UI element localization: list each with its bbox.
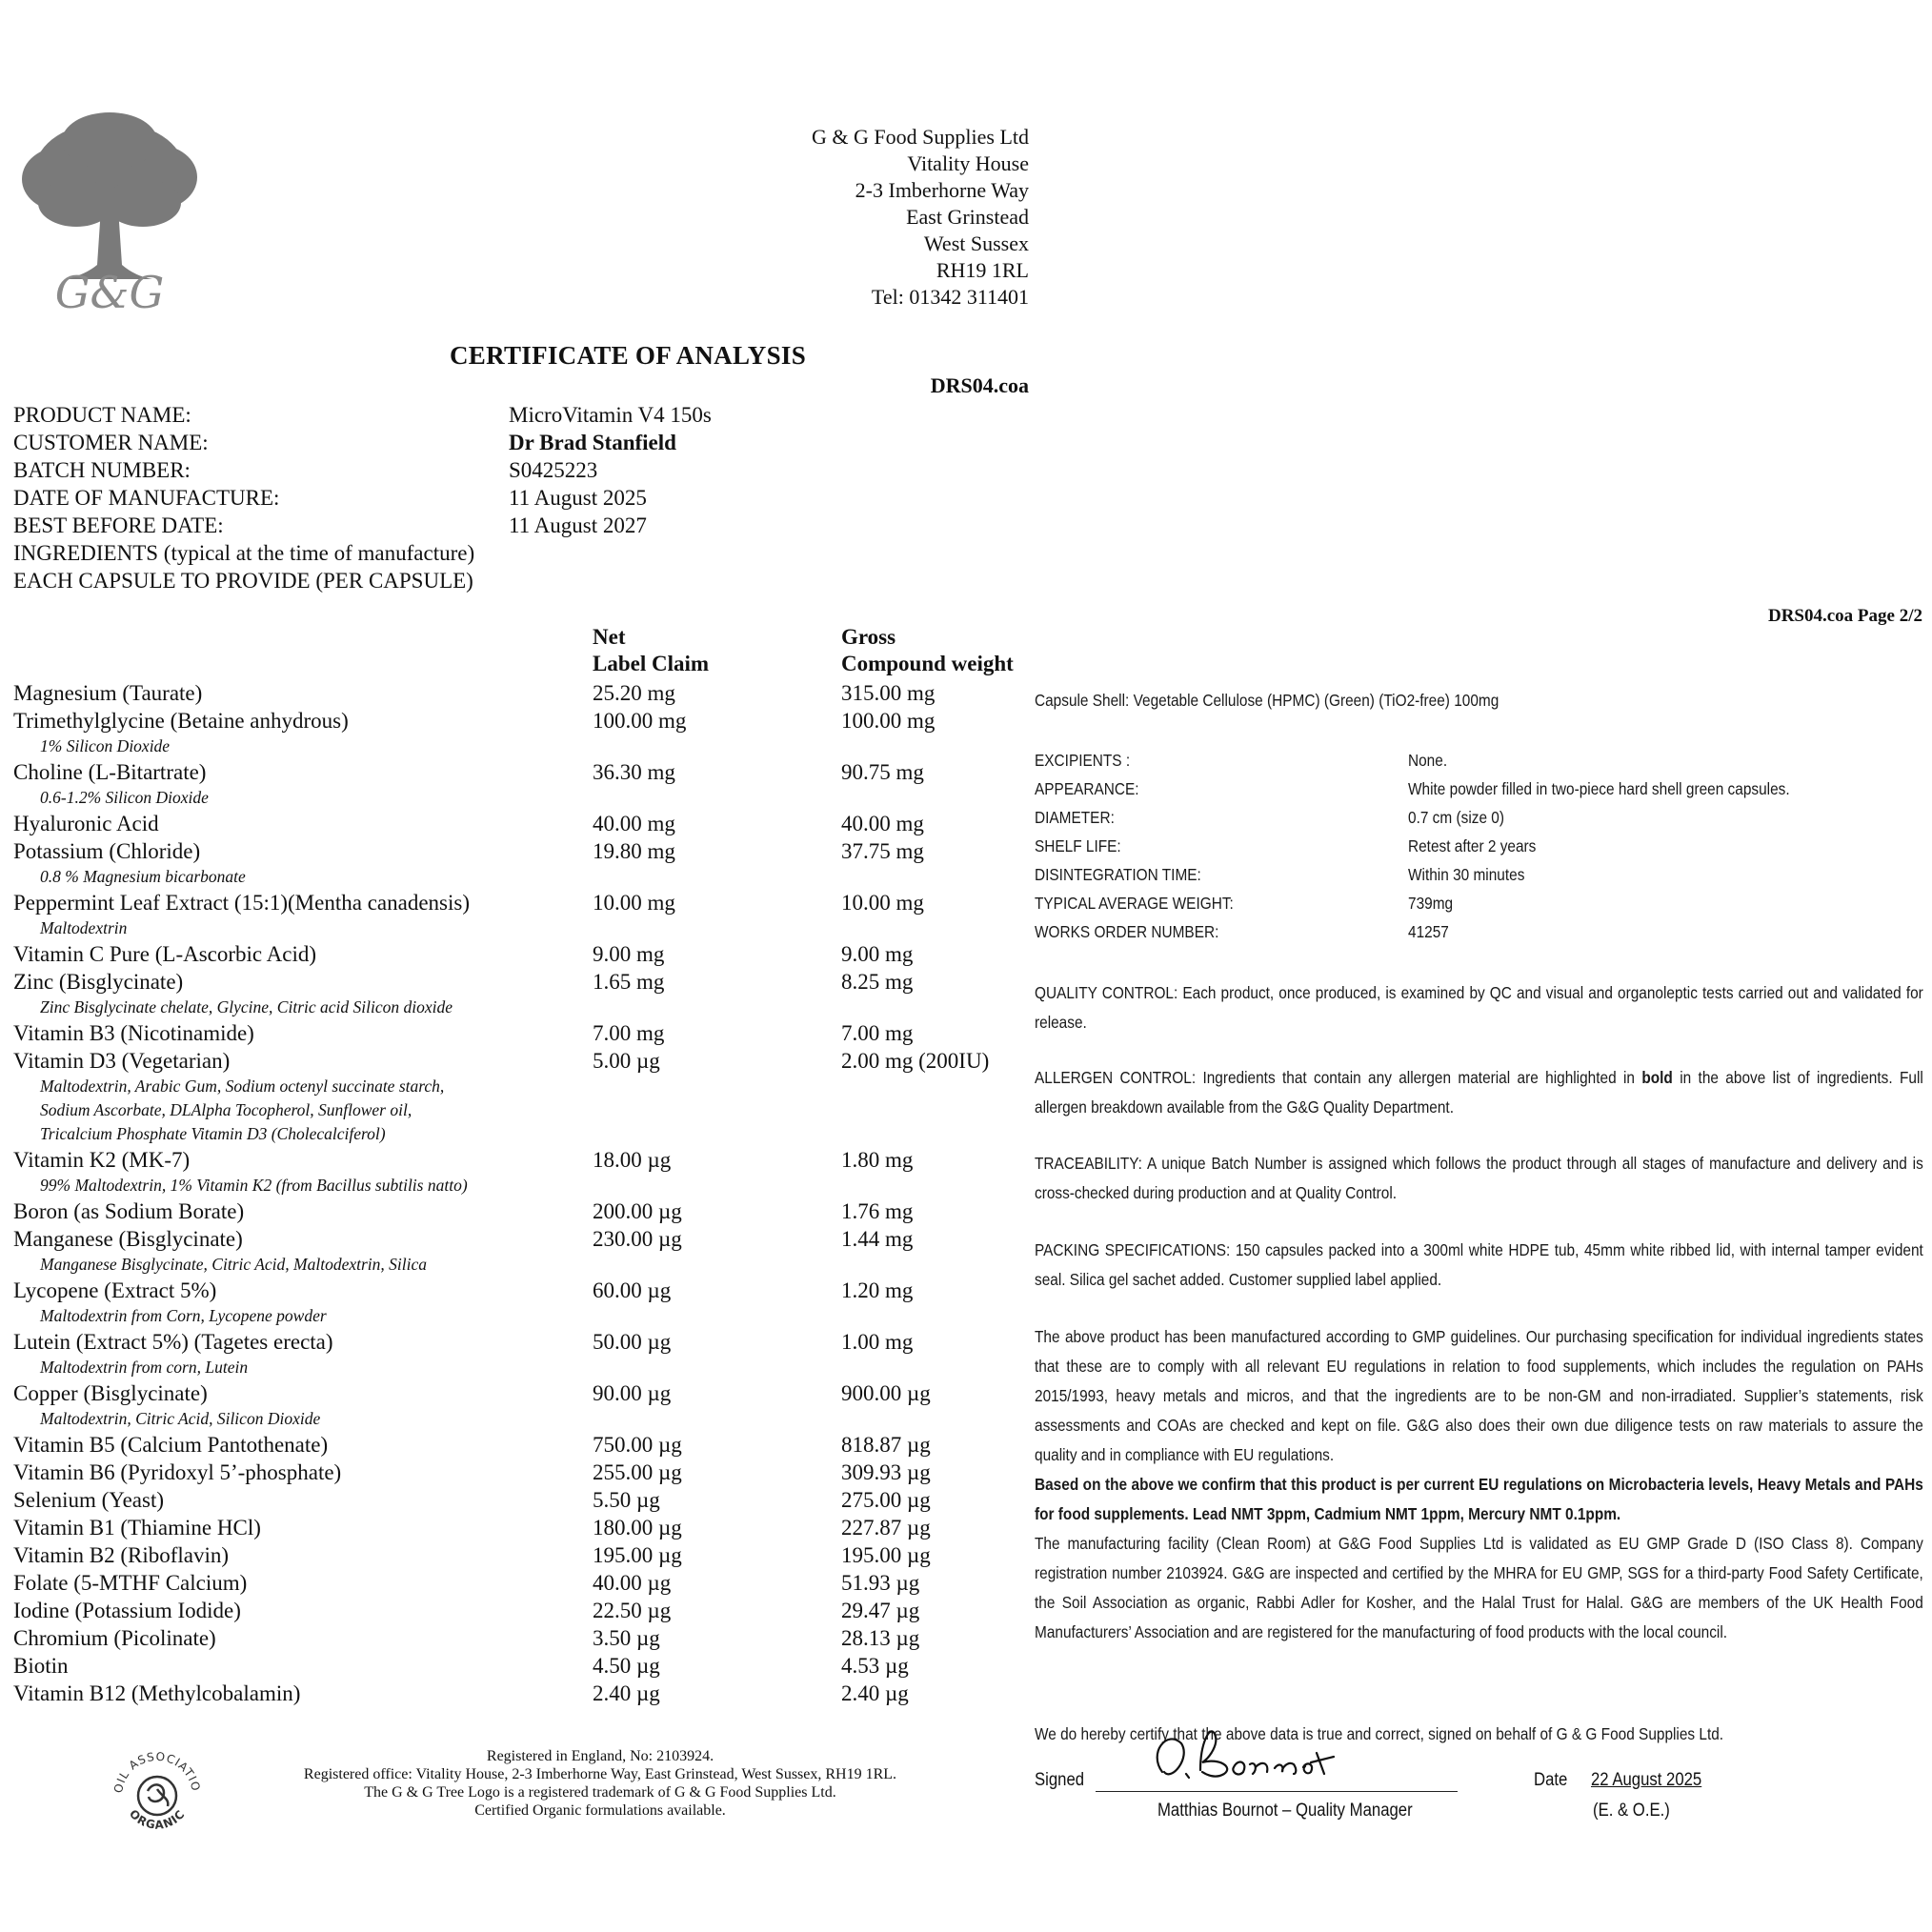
signer-name: Matthias Bournot – Quality Manager	[1157, 1801, 1413, 1821]
ingredient-row	[13, 1597, 1033, 1624]
spec-label: TYPICAL AVERAGE WEIGHT:	[1035, 894, 1234, 913]
ingredient-main	[13, 940, 1033, 968]
ingredient-name: Choline (L-Bitartrate)	[13, 760, 207, 784]
address-line: G & G Food Supplies Ltd	[812, 125, 1029, 149]
gross-column-header	[841, 624, 1014, 677]
spec-row	[1035, 803, 1924, 832]
ingredient-note: Maltodextrin from Corn, Lycopene powder	[40, 1306, 327, 1325]
ingredient-net: 750.00 µg	[593, 1433, 682, 1457]
batch-number-value: S0425223	[509, 458, 598, 482]
spec-label: DISINTEGRATION TIME:	[1035, 865, 1201, 884]
spec-label: DIAMETER:	[1035, 808, 1115, 827]
ingredient-note: 0.8 % Magnesium bicarbonate	[40, 867, 246, 886]
ingredient-net: 36.30 mg	[593, 760, 675, 784]
gmp-text: The above product has been manufactured according to GMP guidelines. Our purchasing specification for individual ingredients states that these are to comply with all relevant EU regulations in relation to food supplements, which includes the regulation on PAHs 2015/1993, heavy metals and micros, and that the ingredients are to be non-GM and non-irradiated. Supplier’s statements, risk assessments and COAs are checked and kept on file. G&G also does their own due diligence tests on raw materials to assure the quality and in compliance with EU regulations.	[1035, 1327, 1923, 1464]
ingredient-name: Copper (Bisglycinate)	[13, 1381, 208, 1405]
ingredient-main	[13, 707, 1033, 735]
ingredient-net: 180.00 µg	[593, 1516, 682, 1540]
ingredient-net: 4.50 µg	[593, 1654, 660, 1678]
ingredient-net: 1.65 mg	[593, 970, 665, 994]
spec-row	[1035, 917, 1924, 946]
footer-line: Registered in England, No: 2103924.	[486, 1748, 714, 1764]
ingredient-main	[13, 1431, 1033, 1459]
ingredient-name: Lycopene (Extract 5%)	[13, 1278, 217, 1302]
capsule-shell-line: Capsule Shell: Vegetable Cellulose (HPMC) (Green) (TiO2-free) 100mg	[1035, 691, 1499, 710]
ingredient-row	[13, 1652, 1033, 1680]
spec-value: None.	[1408, 751, 1448, 770]
svg-text:SOIL ASSOCIATION: OIL ASSOCIATIO	[111, 1749, 203, 1795]
ingredient-row	[13, 940, 1033, 968]
ingredient-row	[13, 758, 1033, 810]
allergen-bold-word: bold	[1641, 1068, 1673, 1087]
ingredient-row	[13, 1047, 1033, 1146]
ingredient-main	[13, 968, 1033, 996]
spec-value: Within 30 minutes	[1408, 865, 1525, 884]
spec-label: WORKS ORDER NUMBER:	[1035, 922, 1219, 941]
ingredients-heading: INGREDIENTS (typical at the time of manufacture)	[13, 541, 475, 565]
ingredient-note: Maltodextrin from corn, Lutein	[40, 1358, 249, 1377]
company-address	[667, 124, 1029, 311]
ingredient-gross: 28.13 µg	[841, 1626, 920, 1650]
address-line: RH19 1RL	[936, 258, 1029, 282]
ingredient-gross: 1.20 mg	[841, 1278, 914, 1302]
ingredient-gross: 29.47 µg	[841, 1599, 920, 1622]
ingredient-gross: 7.00 mg	[841, 1021, 914, 1045]
address-line: Tel: 01342 311401	[871, 285, 1029, 309]
ingredient-row	[13, 1379, 1033, 1431]
ingredient-row	[13, 1146, 1033, 1197]
info-row-manufacture	[13, 484, 647, 512]
page-title: CERTIFICATE OF ANALYSIS	[450, 341, 807, 370]
info-label: PRODUCT NAME:	[13, 403, 191, 427]
ingredient-net: 22.50 µg	[593, 1599, 672, 1622]
ingredient-net: 90.00 µg	[593, 1381, 672, 1405]
ingredient-note: Maltodextrin, Citric Acid, Silicon Dioxide	[40, 1409, 321, 1428]
footer-line: The G & G Tree Logo is a registered trademark of G & G Food Supplies Ltd.	[364, 1784, 836, 1801]
ingredient-main	[13, 1541, 1033, 1569]
spec-label: APPEARANCE:	[1035, 779, 1139, 798]
ingredient-gross: 2.00 mg (200IU)	[841, 1049, 990, 1073]
ingredient-row	[13, 837, 1033, 889]
ingredient-gross: 1.44 mg	[841, 1227, 914, 1251]
ingredient-row	[13, 889, 1033, 940]
ingredient-net: 255.00 µg	[593, 1460, 682, 1484]
info-row-customer	[13, 429, 676, 456]
signature-date: 22 August 2025	[1591, 1770, 1702, 1790]
ingredient-net: 7.00 mg	[593, 1021, 665, 1045]
ingredient-name: Vitamin K2 (MK-7)	[13, 1148, 191, 1172]
ingredient-main	[13, 1486, 1033, 1514]
ingredient-net: 50.00 µg	[593, 1330, 672, 1354]
ingredient-main	[13, 889, 1033, 916]
ingredient-row	[13, 1486, 1033, 1514]
ingredient-net: 5.50 µg	[593, 1488, 660, 1512]
ingredient-main	[13, 1680, 1033, 1707]
ingredient-row	[13, 968, 1033, 1019]
product-name-value: MicroVitamin V4 150s	[509, 403, 712, 427]
ingredient-main	[13, 1019, 1033, 1047]
product-info	[13, 401, 712, 594]
ingredient-gross: 227.87 µg	[841, 1516, 931, 1540]
svg-text:G&G: G&G	[54, 267, 165, 312]
ingredient-row	[13, 1680, 1033, 1707]
ingredient-name: Zinc (Bisglycinate)	[13, 970, 184, 994]
ingredient-gross: 315.00 mg	[841, 681, 936, 705]
ingredient-net: 3.50 µg	[593, 1626, 660, 1650]
ingredient-row	[13, 1277, 1033, 1328]
ingredient-gross: 4.53 µg	[841, 1654, 909, 1678]
net-column-header	[593, 624, 709, 677]
manufacture-date-value: 11 August 2025	[509, 486, 647, 510]
ingredient-name: Vitamin B6 (Pyridoxyl 5’-phosphate)	[13, 1460, 342, 1484]
ingredient-note: Zinc Bisglycinate chelate, Glycine, Citric acid Silicon dioxide	[40, 997, 453, 1016]
best-before-value: 11 August 2027	[509, 513, 647, 537]
ingredient-row	[13, 1569, 1033, 1597]
spec-value: 0.7 cm (size 0)	[1408, 808, 1504, 827]
address-line: 2-3 Imberhorne Way	[855, 178, 1029, 202]
ingredient-gross: 309.93 µg	[841, 1460, 931, 1484]
ingredient-note: 1% Silicon Dioxide	[40, 736, 171, 755]
ingredient-row	[13, 1624, 1033, 1652]
ingredient-gross: 1.80 mg	[841, 1148, 914, 1172]
ingredient-main	[13, 1569, 1033, 1597]
ingredient-row	[13, 679, 1033, 707]
ingredient-name: Vitamin B12 (Methylcobalamin)	[13, 1681, 301, 1705]
ingredient-name: Chromium (Picolinate)	[13, 1626, 216, 1650]
header-line: Compound weight	[841, 652, 1014, 675]
ingredient-row	[13, 1225, 1033, 1277]
signature-image	[1143, 1715, 1410, 1801]
spec-row	[1035, 889, 1924, 917]
ingredient-main	[13, 1514, 1033, 1541]
ingredient-note: Sodium Ascorbate, DLAlpha Tocopherol, Sunflower oil,	[40, 1100, 413, 1119]
ingredient-main	[13, 1459, 1033, 1486]
ingredient-main	[13, 1197, 1033, 1225]
certification-statement: We do hereby certify that the above data is true and correct, signed on behalf of G & G Food Supplies Ltd.	[1035, 1724, 1724, 1743]
ingredient-row	[13, 707, 1033, 758]
ingredient-name: Vitamin B3 (Nicotinamide)	[13, 1021, 254, 1045]
ingredient-row	[13, 1541, 1033, 1569]
ingredient-main	[13, 810, 1033, 837]
ingredient-gross: 1.76 mg	[841, 1199, 914, 1223]
quality-control-paragraph: QUALITY CONTROL: Each product, once produced, is examined by QC and visual and organoleptic tests carried out and validated for release.	[1035, 983, 1923, 1032]
info-label: DATE OF MANUFACTURE:	[13, 486, 280, 510]
ingredient-note: Maltodextrin, Arabic Gum, Sodium octenyl succinate starch,	[40, 1077, 445, 1096]
ingredient-gross: 10.00 mg	[841, 891, 924, 915]
ingredient-net: 10.00 mg	[593, 891, 675, 915]
ingredient-net: 18.00 µg	[593, 1148, 672, 1172]
header-line: Label Claim	[593, 652, 710, 675]
ingredient-main	[13, 1277, 1033, 1304]
date-label: Date	[1534, 1770, 1568, 1790]
soil-association-logo	[105, 1743, 210, 1848]
capsule-heading: EACH CAPSULE TO PROVIDE (PER CAPSULE)	[13, 569, 473, 593]
customer-name-value: Dr Brad Stanfield	[509, 431, 676, 454]
ingredient-net: 2.40 µg	[593, 1681, 660, 1705]
ingredient-net: 19.80 mg	[593, 839, 675, 863]
ingredient-name: Folate (5-MTHF Calcium)	[13, 1571, 248, 1595]
footer-line: Certified Organic formulations available.	[474, 1802, 726, 1819]
ingredient-net: 5.00 µg	[593, 1049, 660, 1073]
ingredient-gross: 37.75 mg	[841, 839, 924, 863]
ingredient-row	[13, 1019, 1033, 1047]
ingredient-gross: 2.40 µg	[841, 1681, 909, 1705]
ingredient-name: Vitamin C Pure (L-Ascorbic Acid)	[13, 942, 316, 966]
ingredient-main	[13, 1146, 1033, 1174]
ingredient-note: 0.6-1.2% Silicon Dioxide	[40, 788, 209, 807]
ingredient-name: Hyaluronic Acid	[13, 812, 159, 835]
ingredient-net: 40.00 mg	[593, 812, 675, 835]
spec-value: 41257	[1408, 922, 1449, 941]
ingredient-name: Boron (as Sodium Borate)	[13, 1199, 245, 1223]
ingredient-name: Trimethylglycine (Betaine anhydrous)	[13, 709, 349, 733]
ingredient-name: Lutein (Extract 5%) (Tagetes erecta)	[13, 1330, 333, 1354]
ingredient-net: 200.00 µg	[593, 1199, 682, 1223]
ingredient-gross: 195.00 µg	[841, 1543, 931, 1567]
allergen-paragraph	[1035, 1063, 1923, 1122]
ingredient-main	[13, 1047, 1033, 1075]
spec-row	[1035, 832, 1924, 860]
ingredient-name: Potassium (Chloride)	[13, 839, 201, 863]
ingredient-row	[13, 1328, 1033, 1379]
info-label: CUSTOMER NAME:	[13, 431, 209, 454]
ingredient-gross: 1.00 mg	[841, 1330, 914, 1354]
allergen-text: ALLERGEN CONTROL: Ingredients that contain any allergen material are highlighted in	[1035, 1068, 1642, 1087]
ingredient-gross: 275.00 µg	[841, 1488, 931, 1512]
ingredient-gross: 8.25 mg	[841, 970, 914, 994]
packing-paragraph: PACKING SPECIFICATIONS: 150 capsules packed into a 300ml white HDPE tub, 45mm white ribbed lid, with internal tamper evident seal. Silica gel sachet added. Customer supplied label applied.	[1035, 1240, 1923, 1289]
ingredient-net: 195.00 µg	[593, 1543, 682, 1567]
ingredient-gross: 90.75 mg	[841, 760, 924, 784]
ingredient-main	[13, 1328, 1033, 1356]
spec-value: 739mg	[1408, 894, 1454, 913]
ingredient-main	[13, 1597, 1033, 1624]
gmp-paragraph	[1035, 1322, 1923, 1647]
traceability-paragraph: TRACEABILITY: A unique Batch Number is assigned which follows the product through all stages of manufacture and delivery and is cross-checked during production and at Quality Control.	[1035, 1154, 1923, 1202]
info-row-product	[13, 401, 712, 429]
ingredient-gross: 900.00 µg	[841, 1381, 931, 1405]
ingredient-gross: 818.87 µg	[841, 1433, 931, 1457]
ingredient-net: 9.00 mg	[593, 942, 665, 966]
document-code: DRS04.coa	[930, 373, 1029, 397]
specs-list	[1035, 746, 1924, 946]
tree-icon	[19, 112, 200, 312]
ingredient-name: Selenium (Yeast)	[13, 1488, 165, 1512]
spec-row	[1035, 746, 1924, 775]
svg-text:ORGANIC: ORGANIC	[126, 1806, 189, 1832]
spec-value: Retest after 2 years	[1408, 836, 1537, 855]
footer	[229, 1747, 972, 1820]
spec-value: White powder filled in two-piece hard shell green capsules.	[1408, 779, 1790, 798]
info-label: BATCH NUMBER:	[13, 458, 191, 482]
ingredient-row	[13, 1514, 1033, 1541]
ingredient-main	[13, 1225, 1033, 1253]
ingredient-row	[13, 810, 1033, 837]
ingredient-net: 230.00 µg	[593, 1227, 682, 1251]
ingredient-name: Manganese (Bisglycinate)	[13, 1227, 243, 1251]
page-code: DRS04.coa Page 2/2	[1767, 606, 1922, 626]
header-line: Net	[593, 625, 626, 649]
ingredient-net: 60.00 µg	[593, 1278, 672, 1302]
ingredient-main	[13, 1379, 1033, 1407]
ingredient-row	[13, 1197, 1033, 1225]
ingredient-name: Biotin	[13, 1654, 69, 1678]
ingredient-main	[13, 679, 1033, 707]
ingredient-note: 99% Maltodextrin, 1% Vitamin K2 (from Bacillus subtilis natto)	[40, 1176, 468, 1195]
company-logo	[19, 112, 200, 312]
ingredient-note: Manganese Bisglycinate, Citric Acid, Maltodextrin, Silica	[40, 1255, 427, 1274]
ingredient-name: Magnesium (Taurate)	[13, 681, 203, 705]
info-label: BEST BEFORE DATE:	[13, 513, 224, 537]
ingredient-main	[13, 758, 1033, 786]
ingredient-name: Vitamin D3 (Vegetarian)	[13, 1049, 231, 1073]
ingredient-name: Peppermint Leaf Extract (15:1)(Mentha canadensis)	[13, 891, 470, 915]
ingredient-net: 40.00 µg	[593, 1571, 672, 1595]
ingredient-name: Iodine (Potassium Iodide)	[13, 1599, 241, 1622]
spec-row	[1035, 775, 1924, 803]
footer-line: Registered office: Vitality House, 2-3 Imberhorne Way, East Grinstead, West Sussex, RH19 1RL.	[303, 1766, 897, 1782]
header-line: Gross	[841, 625, 896, 649]
ingredient-net: 25.20 mg	[593, 681, 675, 705]
ingredient-name: Vitamin B1 (Thiamine HCl)	[13, 1516, 261, 1540]
ingredient-gross: 51.93 µg	[841, 1571, 920, 1595]
spec-label: EXCIPIENTS :	[1035, 751, 1131, 770]
address-line: Vitality House	[907, 151, 1029, 175]
ingredient-gross: 40.00 mg	[841, 812, 924, 835]
gmp-bold-statement: Based on the above we confirm that this product is per current EU regulations on Microbacteria levels, Heavy Metals and PAHs for food supplements. Lead NMT 3ppm, Cadmium NMT 1ppm, Mercury NMT 0.1ppm.	[1035, 1475, 1923, 1523]
spec-label: SHELF LIFE:	[1035, 836, 1121, 855]
eoe-note: (E. & O.E.)	[1593, 1801, 1670, 1821]
ingredient-name: Vitamin B5 (Calcium Pantothenate)	[13, 1433, 329, 1457]
ingredient-row	[13, 1459, 1033, 1486]
ingredient-gross: 100.00 mg	[841, 709, 936, 733]
address-line: East Grinstead	[906, 205, 1029, 229]
ingredients-table	[13, 679, 1033, 1707]
address-line: West Sussex	[923, 231, 1029, 255]
ingredient-net: 100.00 mg	[593, 709, 687, 733]
ingredient-note: Maltodextrin	[40, 918, 128, 937]
info-row-best-before	[13, 512, 647, 539]
info-row-batch	[13, 456, 598, 484]
ingredient-name: Vitamin B2 (Riboflavin)	[13, 1543, 230, 1567]
ingredient-main	[13, 837, 1033, 865]
ingredient-note: Tricalcium Phosphate Vitamin D3 (Cholecalciferol)	[40, 1124, 386, 1143]
ingredient-main	[13, 1624, 1033, 1652]
gmp-facility-text: The manufacturing facility (Clean Room) at G&G Food Supplies Ltd is validated as EU GMP Grade D (ISO Class 8). Company registration number 2103924. G&G are inspected and certified by the MHRA for EU GMP, SGS for a third-party Food Safety Certificate, the Soil Association as organic, Rabbi Adler for Kosher, and the Halal Trust for Halal. G&G are members of the UK Health Food Manufacturers’ Association and are registered for the manufacturing of food products with the local council.	[1035, 1534, 1923, 1641]
ingredient-main	[13, 1652, 1033, 1680]
ingredient-gross: 9.00 mg	[841, 942, 914, 966]
spec-row	[1035, 860, 1924, 889]
signed-label: Signed	[1035, 1770, 1085, 1790]
ingredient-row	[13, 1431, 1033, 1459]
allergen-text: in the above list of ingredients. Full allergen breakdown available from the G&G Quality Department.	[1035, 1068, 1923, 1117]
